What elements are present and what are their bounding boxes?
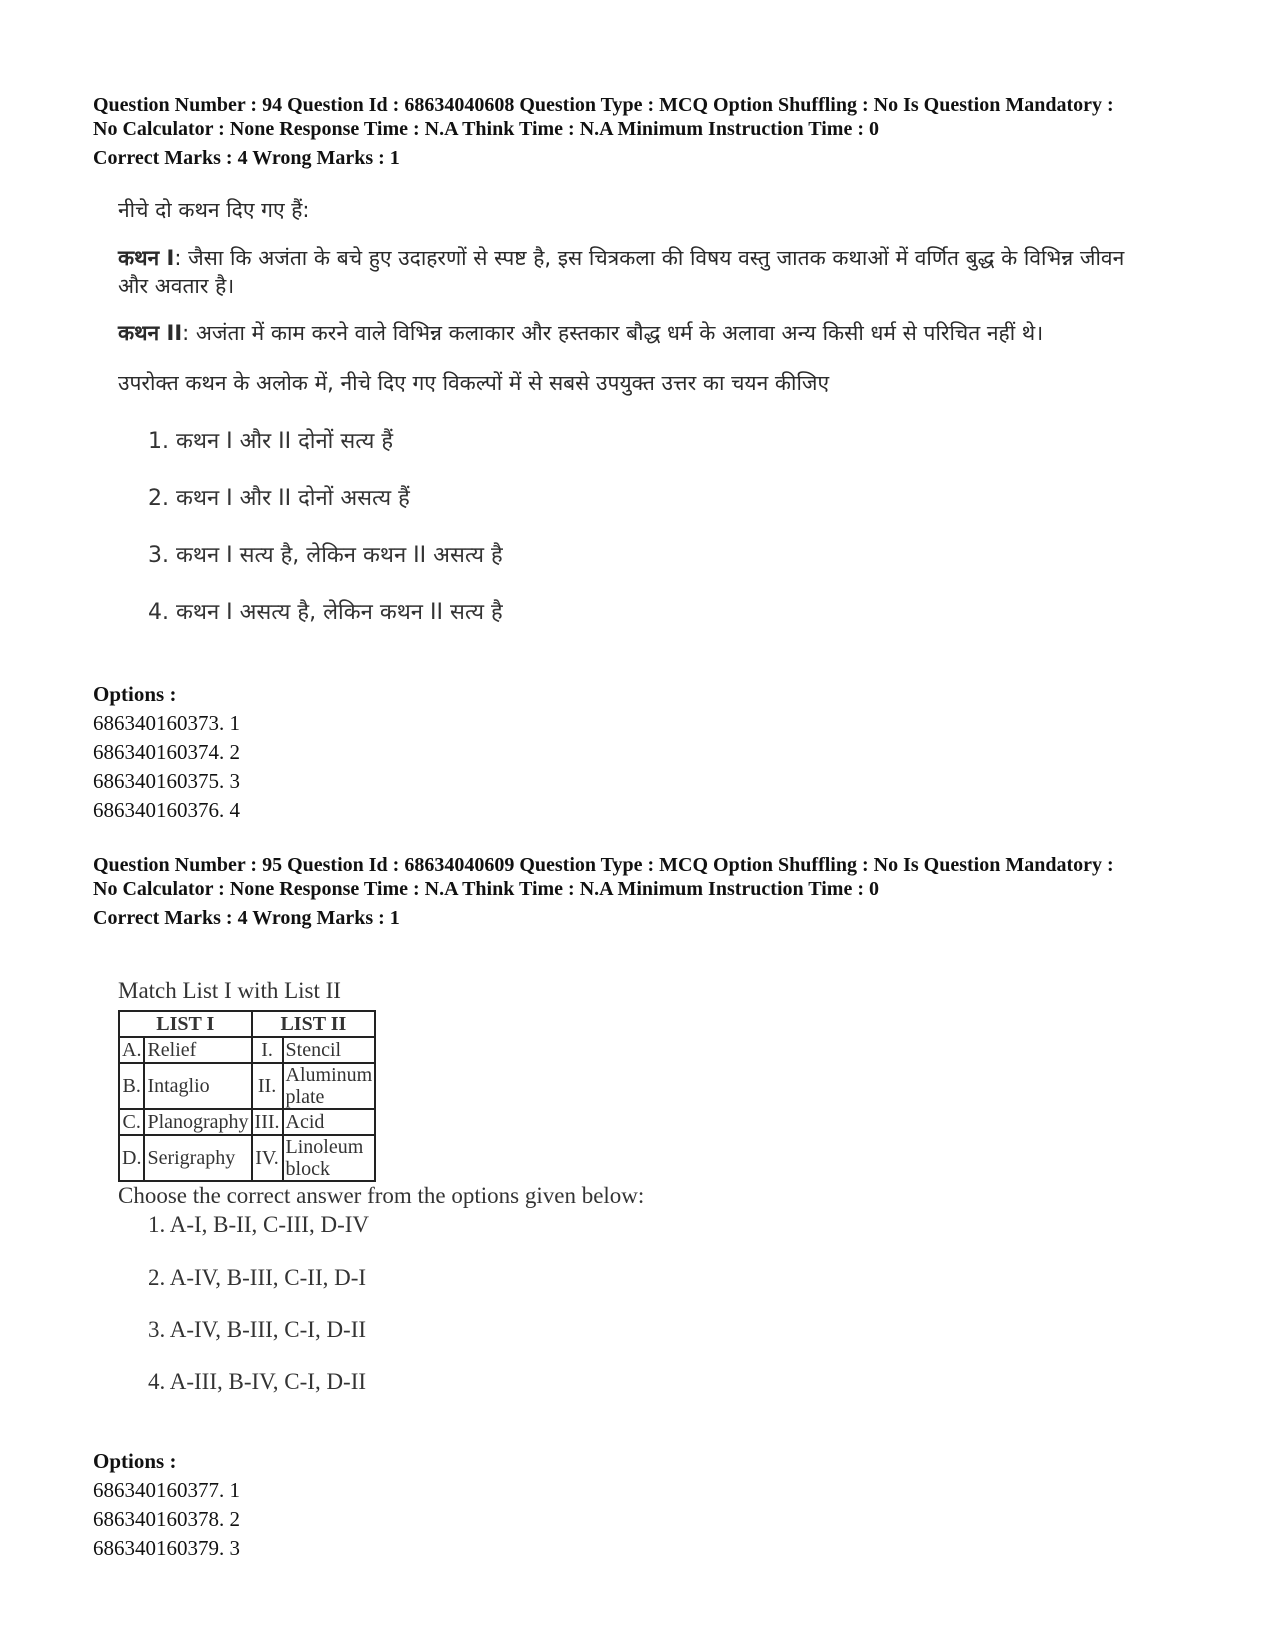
table-header-cell: LIST II [252, 1011, 376, 1037]
statement-text: : अजंता में काम करने वाले विभिन्न कलाकार और हस्तकार बौद्ध धर्म के अलावा अन्य किसी धर्म से परिचित नहीं थे। [182, 321, 1044, 345]
table-cell: IV. [252, 1135, 283, 1181]
question-meta-line: Question Number : 94 Question Id : 68634040608 Question Type : MCQ Option Shuffling : No Is Question Mandatory : [93, 94, 1114, 116]
statement-text: : जैसा कि अजंता के बचे हुए उदाहरणों से स्पष्ट है, इस चित्रकला की विषय वस्तु जातक कथाओं में वर्णित बुद्ध के विभिन्न जीवन [174, 246, 1125, 270]
options-header: Options : [93, 1449, 177, 1473]
table-header-cell: LIST I [119, 1011, 252, 1037]
table-cell: A. [119, 1037, 144, 1063]
choice-item: 4. कथन I असत्य है, लेकिन कथन II सत्य है [148, 600, 503, 625]
table-cell: Acid [283, 1109, 376, 1135]
table-cell: B. [119, 1063, 144, 1109]
table-cell: Planography [144, 1109, 251, 1135]
statement-1-continued: और अवतार है। [118, 274, 235, 298]
marks-line: Correct Marks : 4 Wrong Marks : 1 [93, 907, 400, 929]
question-prompt: Choose the correct answer from the options given below: [118, 1183, 645, 1208]
statement-1 [118, 242, 1124, 274]
options-header: Options : [93, 682, 177, 706]
option-row: 686340160376. 4 [93, 798, 240, 822]
table-row [119, 1109, 375, 1135]
choice-item: 2. कथन I और II दोनों असत्य हैं [148, 486, 410, 511]
option-row: 686340160379. 3 [93, 1536, 240, 1560]
question-intro: नीचे दो कथन दिए गए हैं: [118, 198, 310, 222]
table-row [119, 1135, 375, 1181]
choice-item: 3. कथन I सत्य है, लेकिन कथन II असत्य है [148, 543, 503, 568]
question-prompt: उपरोक्त कथन के अलोक में, नीचे दिए गए विकल्पों में से सबसे उपयुक्त उत्तर का चयन कीजिए [118, 371, 830, 395]
option-row: 686340160373. 1 [93, 711, 240, 735]
table-cell: Intaglio [144, 1063, 251, 1109]
question-intro: Match List I with List II [118, 978, 341, 1003]
question-meta-line: No Calculator : None Response Time : N.A Think Time : N.A Minimum Instruction Time : 0 [93, 118, 879, 140]
option-row: 686340160375. 3 [93, 769, 240, 793]
statement-label: कथन I [118, 246, 175, 270]
table-cell: Stencil [283, 1037, 376, 1063]
marks-line: Correct Marks : 4 Wrong Marks : 1 [93, 147, 400, 169]
table-cell: Linoleum block [283, 1135, 376, 1181]
statement-label: कथन II [118, 321, 183, 345]
choice-item: 2. A-IV, B-III, C-II, D-I [148, 1265, 367, 1290]
question-95-meta [93, 853, 1213, 930]
match-table [118, 1010, 376, 1182]
choice-item: 3. A-IV, B-III, C-I, D-II [148, 1317, 367, 1342]
question-meta-line: No Calculator : None Response Time : N.A Think Time : N.A Minimum Instruction Time : 0 [93, 878, 879, 900]
table-cell: I. [252, 1037, 283, 1063]
question-meta-line: Question Number : 95 Question Id : 68634040609 Question Type : MCQ Option Shuffling : No Is Question Mandatory : [93, 854, 1114, 876]
question-94-options [93, 680, 240, 825]
table-cell: C. [119, 1109, 144, 1135]
option-row: 686340160374. 2 [93, 740, 240, 764]
statement-2 [118, 317, 1043, 349]
table-cell: D. [119, 1135, 144, 1181]
question-95-options [93, 1447, 240, 1563]
table-row [119, 1037, 375, 1063]
choice-item: 1. A-I, B-II, C-III, D-IV [148, 1212, 369, 1237]
table-cell: Aluminum plate [283, 1063, 376, 1109]
table-cell: Serigraphy [144, 1135, 251, 1181]
question-94-meta [93, 93, 1213, 170]
table-cell: III. [252, 1109, 283, 1135]
option-row: 686340160378. 2 [93, 1507, 240, 1531]
choice-item: 4. A-III, B-IV, C-I, D-II [148, 1369, 367, 1394]
table-cell: Relief [144, 1037, 251, 1063]
option-row: 686340160377. 1 [93, 1478, 240, 1502]
table-cell: II. [252, 1063, 283, 1109]
table-row [119, 1063, 375, 1109]
table-header-row [119, 1011, 375, 1037]
choice-item: 1. कथन I और II दोनों सत्य हैं [148, 429, 394, 454]
